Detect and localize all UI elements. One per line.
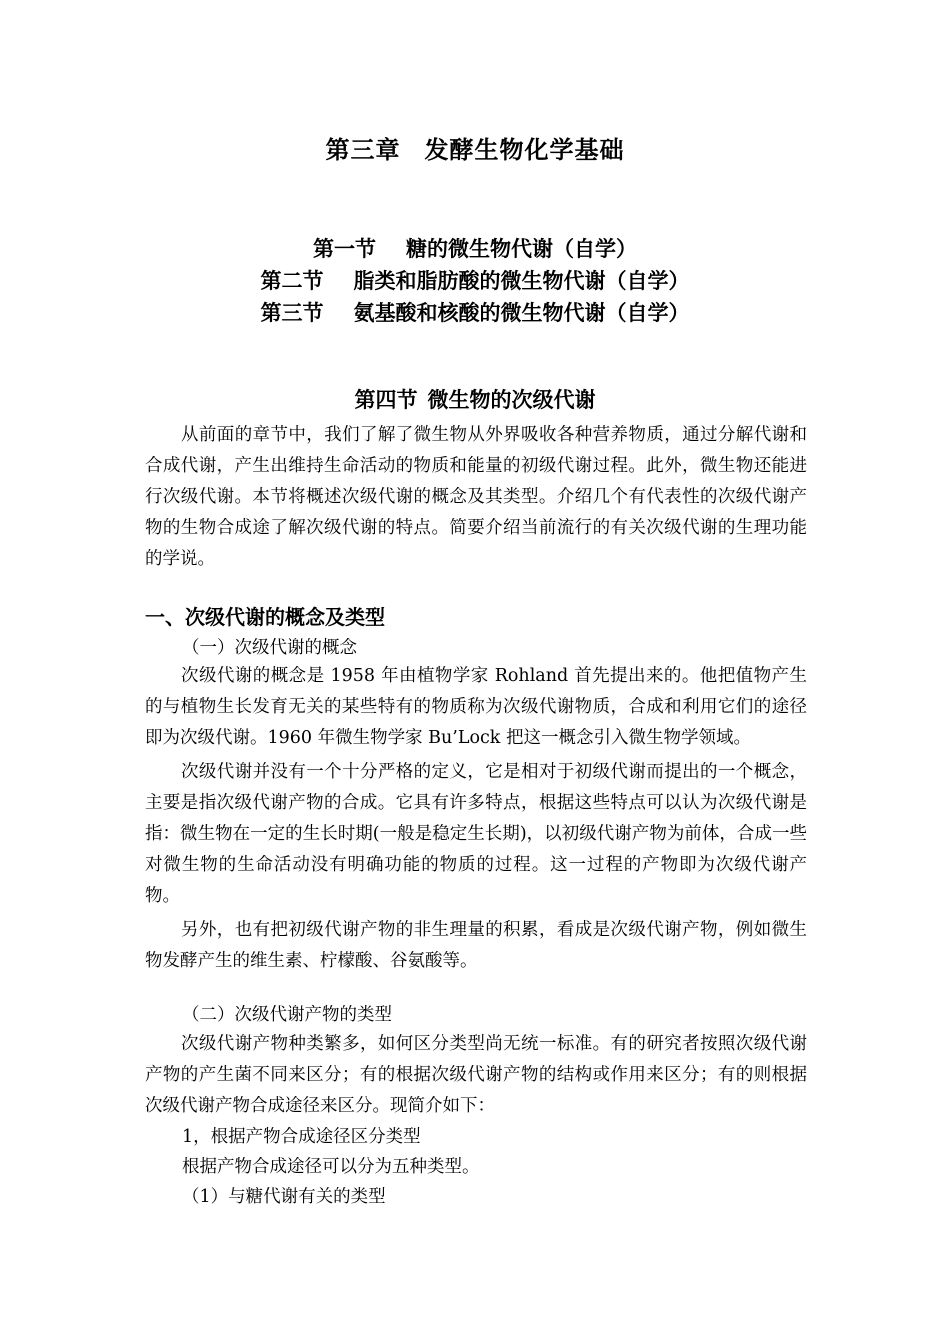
paragraph-history: 次级代谢的概念是 1958 年由植物学家 Rohland 首先提出来的。他把值物产生的与植物生长发育无关的某些特有的物质称为次级代谢物质，合成和利用它们的途径即为次级代谢。1960 年微生物学家 Bu’Lock 把这一概念引入微生物学领域。 xyxy=(145,666,807,748)
section-number: 第四节 xyxy=(354,388,418,412)
section-number: 第一节 xyxy=(313,237,376,261)
intro-block xyxy=(145,420,807,575)
subheading-types: （二）次级代谢产物的类型 xyxy=(182,1005,392,1025)
paragraph-accumulation: 另外，也有把初级代谢产物的非生理量的积累，看成是次级代谢产物，例如微生物发酵产生的维生素、柠檬酸、谷氨酸等。 xyxy=(145,920,807,971)
section-title: 微生物的次级代谢 xyxy=(427,388,596,412)
section-2-heading xyxy=(0,266,950,296)
section-3-heading xyxy=(0,298,950,328)
list-item-sugar-metabolism: （1）与糖代谢有关的类型 xyxy=(182,1187,386,1207)
section-4-heading xyxy=(0,385,950,415)
section-1-heading xyxy=(0,234,950,264)
paragraph-five-types: 根据产物合成途径可以分为五种类型。 xyxy=(182,1157,480,1177)
subheading-concept: （一）次级代谢的概念 xyxy=(182,638,357,658)
list-item-pathway: 1，根据产物合成途径区分类型 xyxy=(182,1127,421,1147)
chapter-label: 第三章 xyxy=(325,136,401,164)
chapter-title xyxy=(0,133,950,167)
heading-concept-and-types: 一、次级代谢的概念及类型 xyxy=(145,605,385,629)
chapter-name: 发酵生物化学基础 xyxy=(424,136,625,164)
paragraph-classification: 次级代谢产物种类繁多，如何区分类型尚无统一标准。有的研究者按照次级代谢产物的产生菌不同来区分；有的根据次级代谢产物的结构或作用来区分；有的则根据次级代谢产物合成途径来区分。现简介如下： xyxy=(145,1034,807,1116)
concept-block xyxy=(145,661,807,977)
section-title: 氨基酸和核酸的微生物代谢（自学） xyxy=(353,301,690,325)
section-title: 糖的微生物代谢（自学） xyxy=(406,237,637,261)
types-block xyxy=(145,1029,807,1122)
section-number: 第三节 xyxy=(260,301,324,325)
intro-paragraph: 从前面的章节中，我们了解了微生物从外界吸收各种营养物质，通过分解代谢和合成代谢，产生出维持生命活动的物质和能量的初级代谢过程。此外，微生物还能进行次级代谢。本节将概述次级代谢的概念及其类型。介绍几个有代表性的次级代谢产物的生物合成途了解次级代谢的特点。简要介绍当前流行的有关次级代谢的生理功能的学说。 xyxy=(145,425,807,569)
section-number: 第二节 xyxy=(260,269,324,293)
section-title: 脂类和脂肪酸的微生物代谢（自学） xyxy=(353,269,690,293)
paragraph-definition: 次级代谢并没有一个十分严格的定义，它是相对于初级代谢而提出的一个概念，主要是指次级代谢产物的合成。它具有许多特点，根据这些特点可以认为次级代谢是指：微生物在一定的生长时期(一般是稳定生长期)，以初级代谢产物为前体，合成一些对微生物的生命活动没有明确功能的物质的过程。这一过程的产物即为次级代谢产物。 xyxy=(145,762,807,906)
